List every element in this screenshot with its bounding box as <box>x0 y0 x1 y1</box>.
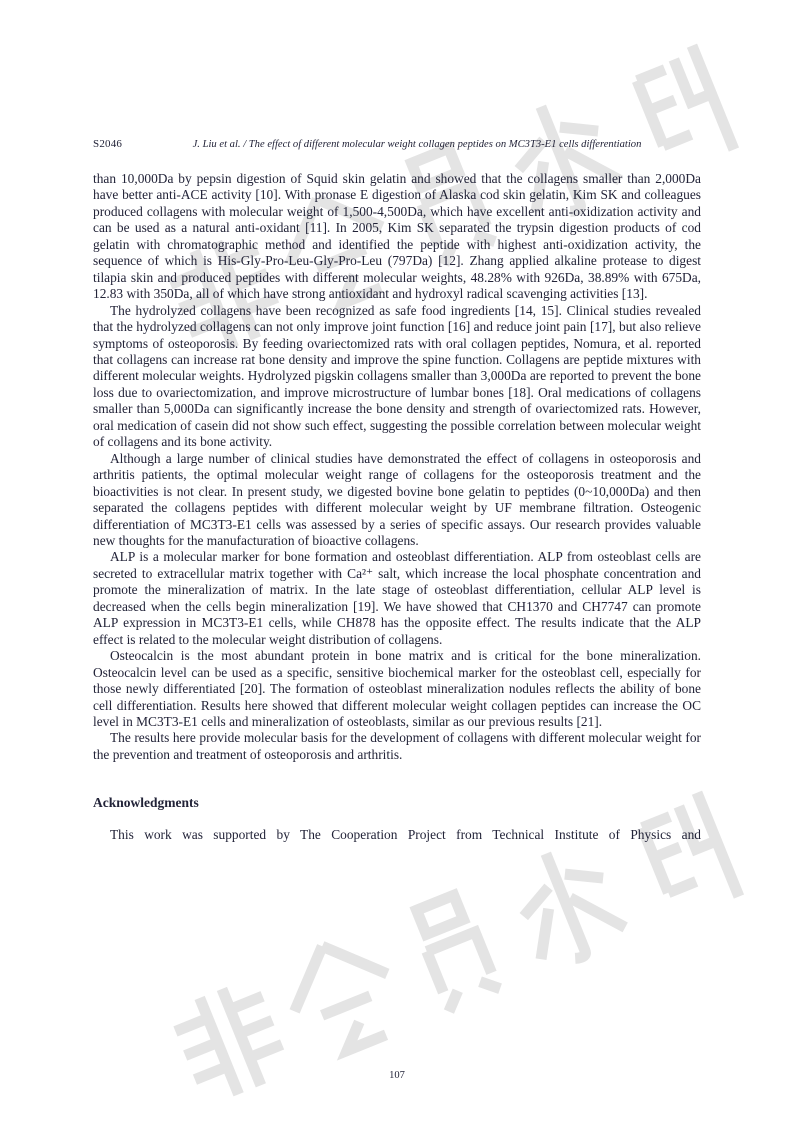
page-number: 107 <box>389 1070 405 1081</box>
acknowledgments-paragraph: This work was supported by The Cooperation Project from Technical Institute of Physics and <box>110 826 701 842</box>
running-head <box>93 138 701 151</box>
body-paragraph-4: ALP is a molecular marker for bone formation and osteoblast differentiation. ALP from osteoblast cells are secreted to extracellular matrix together with Ca²⁺ salt, which increase the local phosphate concentration and promote the mineralization of matrix. In the late stage of osteoblast differentiation, cellular ALP level is decreased when the cells begin mineralization [19]. We have showed that CH1370 and CH7747 can promote ALP expression in MC3T3-E1 cells, while CH878 has the opposite effect. The results indicate that the ALP effect is related to the molecular weight distribution of collagens. <box>93 549 701 647</box>
body-paragraph-2: The hydrolyzed collagens have been recognized as safe food ingredients [14, 15]. Clinical studies revealed that the hydrolyzed collagens can not only improve joint function [16] and reduce joint pain [17], but also relieve symptoms of osteoporosis. By feeding ovariectomized rats with oral collagen peptides, Nomura, et al. reported that collagens can increase rat bone density and improve the spine function. Collagens are peptide mixtures with different molecular weights. Hydrolyzed pigskin collagens smaller than 3,000Da are reported to prevent the bone loss due to ovariectomization, and improve microstructure of lumbar bones [18]. Oral medications of collagens smaller than 5,000Da can significantly increase the bone density and strength of ovariectomized rats. However, oral medication of casein did not show such effect, suggesting the possible correlation between molecular weight of collagens and its bone activity. <box>93 302 701 450</box>
body-paragraph-3: Although a large number of clinical studies have demonstrated the effect of collagens in osteoporosis and arthritis patients, the optimal molecular weight range of collagens for the osteoporosis treatment and the bioactivities is not clear. In present study, we digested bovine bone gelatin to peptides (0~10,000Da) and then separated the collagens peptides with different molecular weight by UF membrane filtration. Osteogenic differentiation of MC3T3-E1 cells was assessed by a series of specific assays. Our research provides valuable new thoughts for the manufacturation of bioactive collagens. <box>93 450 701 548</box>
page-footer <box>93 1070 701 1081</box>
body-paragraph-6: The results here provide molecular basis for the development of collagens with different molecular weight for the prevention and treatment of osteoporosis and arthritis. <box>93 730 701 762</box>
body-paragraph-1: than 10,000Da by pepsin digestion of Squid skin gelatin and showed that the collagens smaller than 2,000Da have better anti-ACE activity [10]. With pronase E digestion of Alaska cod skin gelatin, Kim SK and colleagues produced collagens with molecular weight of 1,500-4,500Da, which have excellent anti-oxidization activity and can be used as a natural anti-oxidant [11]. In 2005, Kim SK separated the trypsin digestion products of cod gelatin with chromatographic method and identified the peptide with highest anti-oxidization activity, the sequence of which is His-Gly-Pro-Leu-Gly-Pro-Leu (797Da) [12]. Zhang applied alkaline protease to digest tilapia skin and produced peptides with different molecular weights, 48.28% with 926Da, 38.89% with 675Da, 12.83 with 350Da, all of which have strong antioxidant and hydroxyl radical scavenging activities [13]. <box>93 171 701 302</box>
body-paragraph-5: Osteocalcin is the most abundant protein in bone matrix and is critical for the bone mineralization. Osteocalcin level can be used as a specific, sensitive biochemical marker for the osteoblast cell, especially for those newly differentiated [20]. The formation of osteoblast mineralization nodules reflects the ability of bone cell differentiation. Results here showed that different molecular weight collagen peptides can increase the OC level in MC3T3-E1 cells and mineralization of osteoblasts, similar as our previous results [21]. <box>93 648 701 729</box>
article-body <box>93 171 701 843</box>
running-title: J. Liu et al. / The effect of different molecular weight collagen peptides on MC3T3-E1 cells differentiation <box>192 139 642 150</box>
acknowledgments-heading: Acknowledgments <box>93 795 199 811</box>
page-label: S2046 <box>93 138 123 150</box>
